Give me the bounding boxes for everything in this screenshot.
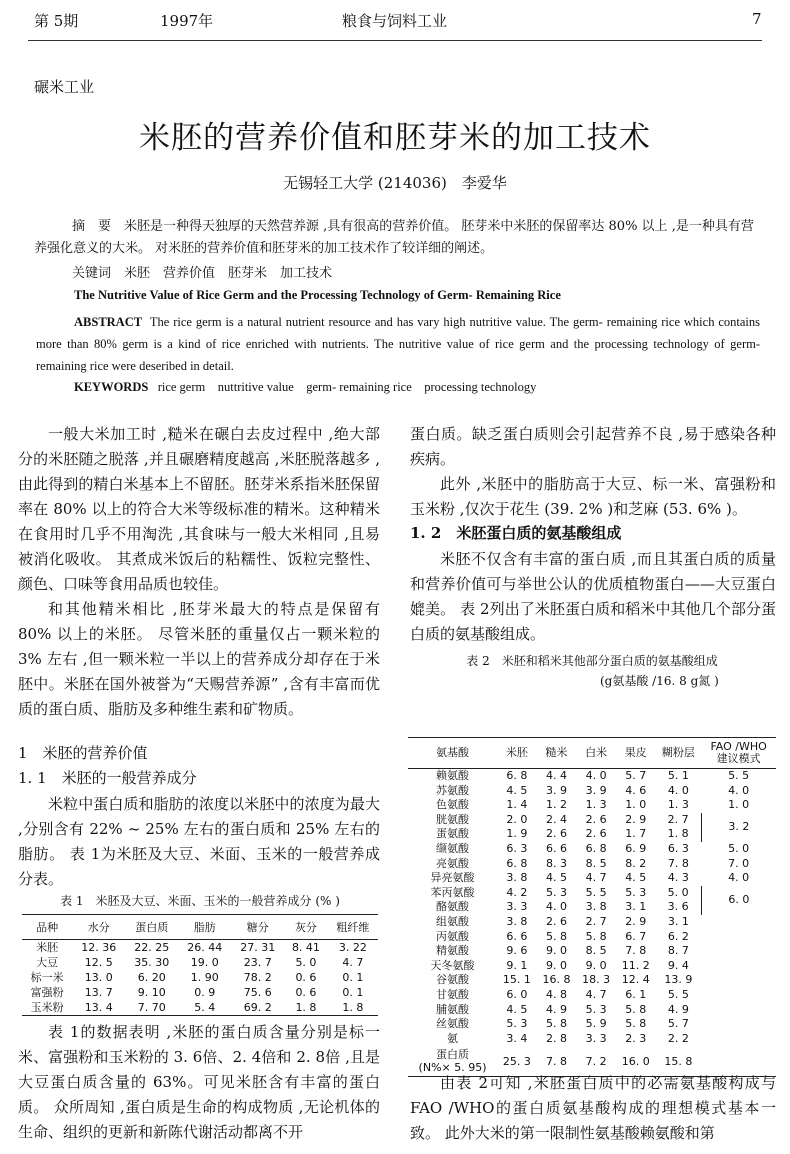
table2-cell: 8. 7 <box>667 944 689 958</box>
table1-cell: 富强粉 <box>30 986 64 999</box>
table2-row <box>408 842 776 857</box>
table2-cell: 苯丙氨酸 <box>430 885 475 899</box>
table2-header-cell: FAO /WHO 建议模式 <box>701 738 776 769</box>
table2-cell: 5. 8 <box>625 1017 647 1031</box>
table2-cell: 甘氨酸 <box>436 987 470 1001</box>
table2-cell: 3. 8 <box>506 871 528 885</box>
section-heading: 1 米胚的营养价值 <box>18 744 148 762</box>
section-tag: 碾米工业 <box>34 78 95 96</box>
table2-cell: 1. 0 <box>625 798 647 812</box>
paragraph: 此外 ,米胚中的脂肪高于大豆、标一米、富强粉和玉米粉 ,仅次于花生 (39. 2% )和芝麻 (53. 6% )。 <box>410 475 776 518</box>
table1-header-cell: 水分 <box>72 915 125 940</box>
table2-cell: 6. 0 <box>506 987 528 1001</box>
table2-cell: 天冬氨酸 <box>430 958 475 972</box>
table2-cell: 5. 5 <box>667 987 689 1001</box>
subsection-heading: 1. 1 米胚的一般营养成分 <box>18 769 197 787</box>
table2-cell: 6. 6 <box>545 841 567 855</box>
table2-row <box>408 871 776 886</box>
table2-cell: 2. 2 <box>667 1031 689 1045</box>
table1-cell: 大豆 <box>36 956 59 969</box>
table1-cell: 12. 5 <box>84 956 113 969</box>
table2-cell: 3. 1 <box>625 900 647 914</box>
table2-cell: 15. 8 <box>664 1054 693 1068</box>
table2-cell: 1. 7 <box>625 827 647 841</box>
table2-cell: 4. 5 <box>625 871 647 885</box>
left-column-intro <box>18 422 380 722</box>
table1-cell: 13. 7 <box>84 986 113 999</box>
table2-cell: 2. 7 <box>585 914 607 928</box>
table2-cell: 2. 9 <box>625 812 647 826</box>
table2-cell <box>701 1003 776 1018</box>
table1-cell: 0. 1 <box>342 986 364 999</box>
table2-cell: 12. 4 <box>621 973 650 987</box>
table2-cell: 8. 2 <box>625 856 647 870</box>
table2-row <box>408 1017 776 1032</box>
table2-row <box>408 1003 776 1018</box>
table2-cell: 4. 2 <box>506 885 528 899</box>
table2-cell: 胱氨酸 <box>436 812 470 826</box>
table1-cell: 米胚 <box>36 941 59 954</box>
table2-row <box>408 930 776 945</box>
right-column-top <box>410 422 776 522</box>
table2-cell: 4. 5 <box>545 871 567 885</box>
table2-row <box>408 915 776 930</box>
table2-cell: 7. 8 <box>545 1054 567 1068</box>
table2-cell: 4. 0 <box>545 900 567 914</box>
table2-cell: 2. 6 <box>545 914 567 928</box>
table2-cell: 5. 9 <box>585 1017 607 1031</box>
author-line: 无锡轻工大学 (214036) 李爱华 <box>283 174 507 192</box>
table1-cell: 35. 30 <box>134 956 170 969</box>
table2-cell: 6. 3 <box>667 841 689 855</box>
table2-cell: 6. 0 <box>701 886 776 915</box>
english-abstract <box>36 311 760 377</box>
table2-cell: 蛋白质 (N%× 5. 95) <box>418 1048 487 1075</box>
table1-cell: 0. 9 <box>194 986 216 999</box>
paragraph: 和其他精米相比 ,胚芽米最大的特点是保留有 80% 以上的米胚。 尽管米胚的重量仅占一颗米粒的 3% 左右 ,但一颗米粒一半以上的营养成分却存在于米胚中。米胚在国外被誉为“天赐营养源” ,含有丰富而优质的蛋白质、脂肪及多种维生素和矿物质。 <box>18 600 380 718</box>
table2-cell: 2. 6 <box>545 827 567 841</box>
table1-cell: 4. 7 <box>342 956 364 969</box>
table2-cell: 4. 9 <box>667 1002 689 1016</box>
table2-cell: 3. 3 <box>585 1031 607 1045</box>
table2-cell: 3. 6 <box>667 900 689 914</box>
table2-cell <box>701 1017 776 1032</box>
table2-cell: 6. 8 <box>585 841 607 855</box>
table2-cell: 4. 5 <box>506 783 528 797</box>
table2-cell: 7. 8 <box>667 856 689 870</box>
table2-row <box>408 784 776 799</box>
table2-cell: 6. 8 <box>506 769 528 782</box>
table2-cell: 4. 7 <box>585 987 607 1001</box>
table2-cell: 2. 4 <box>545 812 567 826</box>
table2-cell: 1. 8 <box>667 827 689 841</box>
english-abstract-label: ABSTRACT <box>74 315 143 329</box>
table1-cell: 78. 2 <box>243 971 272 984</box>
table2-cell: 7. 2 <box>585 1054 607 1068</box>
table2-cell: 6. 6 <box>506 929 528 943</box>
table2-cell <box>701 973 776 988</box>
table2-cell: 6. 2 <box>667 929 689 943</box>
table1-row <box>22 1000 378 1016</box>
right-column-body <box>410 547 776 647</box>
table2-cell: 谷氨酸 <box>436 973 470 987</box>
table2-row <box>408 886 776 901</box>
table2-cell: 脯氨酸 <box>436 1002 470 1016</box>
table2-cell: 2. 7 <box>667 812 689 826</box>
table2-cell: 3. 2 <box>701 813 776 842</box>
table2-cell: 8. 3 <box>545 856 567 870</box>
header-issue: 第 5期 <box>34 12 79 30</box>
table2-row <box>408 769 776 784</box>
table2-cell: 1. 0 <box>728 798 750 812</box>
table1-row <box>22 955 378 970</box>
table2-cell <box>701 1032 776 1047</box>
table2-cell: 5. 3 <box>585 1002 607 1016</box>
table2-cell: 6. 7 <box>625 929 647 943</box>
table1-cell: 0. 1 <box>342 971 364 984</box>
table2-cell: 5. 5 <box>728 769 750 782</box>
table1-header-cell: 灰分 <box>284 915 327 940</box>
table2-cell: 7. 8 <box>625 944 647 958</box>
table2-cell: 4. 8 <box>545 987 567 1001</box>
table2-cell: 15. 1 <box>502 973 531 987</box>
table2-cell: 3. 3 <box>506 900 528 914</box>
table1-cell: 6. 20 <box>137 971 166 984</box>
table2-cell: 2. 3 <box>625 1031 647 1045</box>
table2-cell: 9. 0 <box>545 944 567 958</box>
table2-cell: 组氨酸 <box>436 914 470 928</box>
table2-cell: 精氨酸 <box>436 944 470 958</box>
table2-cell: 1. 3 <box>585 798 607 812</box>
table2-row <box>408 813 776 828</box>
table1-cell: 0. 6 <box>295 986 317 999</box>
table2-cell: 5. 8 <box>545 929 567 943</box>
table2-cell: 4. 7 <box>585 871 607 885</box>
table2-cell: 6. 9 <box>625 841 647 855</box>
table2-cell: 5. 7 <box>667 1017 689 1031</box>
table2-cell: 2. 6 <box>585 812 607 826</box>
table2-cell: 18. 3 <box>582 973 611 987</box>
right-column-tail <box>410 1071 776 1146</box>
table2-cell: 25. 3 <box>502 1054 531 1068</box>
table2-cell <box>701 930 776 945</box>
table2-cell: 丙氨酸 <box>436 929 470 943</box>
table2-cell: 5. 8 <box>625 1002 647 1016</box>
table1-cell: 12. 36 <box>81 941 117 954</box>
table2-cell: 11. 2 <box>621 958 650 972</box>
table2-row <box>408 798 776 813</box>
table2-cell: 丝氨酸 <box>436 1017 470 1031</box>
table2-row <box>408 973 776 988</box>
table2-cell: 2. 0 <box>506 812 528 826</box>
table2-cell: 1. 4 <box>506 798 528 812</box>
table2-cell: 6. 1 <box>625 987 647 1001</box>
table1-cell: 75. 6 <box>243 986 272 999</box>
table2-cell: 蛋氨酸 <box>436 827 470 841</box>
table1-cell: 13. 0 <box>84 971 113 984</box>
table2-cell: 5. 8 <box>545 1017 567 1031</box>
paragraph: 米胚不仅含有丰富的蛋白质 ,而且其蛋白质的质量和营养价值可与举世公认的优质植物蛋白——大豆蛋白媲美。 表 2列出了米胚蛋白质和稻米中其他几个部分蛋白质的氨基酸组成。 <box>410 550 776 643</box>
table2-cell: 5. 3 <box>506 1017 528 1031</box>
table2-cell: 8. 5 <box>585 856 607 870</box>
table1-cell: 0. 6 <box>295 971 317 984</box>
table2-unit: (g氨基酸 /16. 8 g氮 ) <box>600 674 719 688</box>
table2-cell: 3. 8 <box>506 914 528 928</box>
paragraph: 米粒中蛋白质和脂肪的浓度以米胚中的浓度为最大 ,分别含有 22% ~ 25% 左右的蛋白质和 25% 左右的脂肪。 表 1为米胚及大豆、米面、玉米的一般营养成分表。 <box>18 795 380 888</box>
table2-cell: 赖氨酸 <box>436 769 470 782</box>
table2-cell: 8. 5 <box>585 944 607 958</box>
table2-cell: 2. 9 <box>625 914 647 928</box>
table1-header-cell: 脂肪 <box>178 915 231 940</box>
table2-cell: 5. 0 <box>728 841 750 855</box>
english-abstract-text: The rice germ is a natural nutrient resource and has vary high nutritive value. The germ- remaining rice which contains more than 80% germ is a kind of rice enriched with nutrients. The nutritive value of rice germ and the processing technology of germ- remaining rice were deseribed in detail. <box>36 315 761 373</box>
paragraph: 蛋白质。缺乏蛋白质则会引起营养不良 ,易于感染各种疾病。 <box>410 425 776 468</box>
table2-header-cell: 糊粉层 <box>656 738 702 769</box>
table2-cell: 亮氨酸 <box>436 856 470 870</box>
keywords-chinese: 关键词 米胚 营养价值 胚芽米 加工技术 <box>72 266 333 281</box>
table2-cell: 3. 8 <box>585 900 607 914</box>
table1-cell: 27. 31 <box>240 941 276 954</box>
table1-row <box>22 970 378 985</box>
table2-cell <box>701 915 776 930</box>
table2-cell: 4. 3 <box>667 871 689 885</box>
table1-cell: 7. 70 <box>137 1001 166 1014</box>
table2-cell: 9. 0 <box>545 958 567 972</box>
table2-cell: 4. 9 <box>545 1002 567 1016</box>
table2-cell: 2. 6 <box>585 827 607 841</box>
table2-row <box>408 988 776 1003</box>
paragraph: 表 1的数据表明 ,米胚的蛋白质含量分别是标一米、富强粉和玉米粉的 3. 6倍、2. 4倍和 2. 8倍 ,且是大豆蛋白质含量的 63%。可见米胚含有丰富的蛋白质。 众所周知 ,蛋白质是生命的构成物质 ,无论机体的生命、组织的更新和新陈代谢活动都离不开 <box>18 1023 380 1141</box>
table2-cell: 4. 5 <box>506 1002 528 1016</box>
table1-cell: 1. 8 <box>342 1001 364 1014</box>
table2-cell: 6. 3 <box>506 841 528 855</box>
table2-cell: 色氨酸 <box>436 798 470 812</box>
header-rule <box>28 40 762 41</box>
table2-cell <box>701 959 776 974</box>
table2-cell: 3. 9 <box>585 783 607 797</box>
table2-cell: 7. 0 <box>728 856 750 870</box>
table2-header-cell: 果皮 <box>616 738 656 769</box>
table2-caption: 表 2 米胚和稻米其他部分蛋白质的氨基酸组成 <box>466 654 718 668</box>
table1-cell: 23. 7 <box>243 956 272 969</box>
table1-cell: 1. 90 <box>190 971 219 984</box>
table1-caption: 表 1 米胚及大豆、米面、玉米的一般营养成分 (% ) <box>60 894 340 908</box>
table2-cell: 1. 3 <box>667 798 689 812</box>
table1-cell: 3. 22 <box>338 941 367 954</box>
table1-cell: 1. 8 <box>295 1001 317 1014</box>
table1-header-cell: 粗纤维 <box>328 915 378 940</box>
table2-cell: 3. 9 <box>545 783 567 797</box>
table2-cell: 4. 6 <box>625 783 647 797</box>
table1-header-cell: 糖分 <box>231 915 284 940</box>
table2-cell: 2. 8 <box>545 1031 567 1045</box>
table1-cell: 69. 2 <box>243 1001 272 1014</box>
table2-header-cell: 糙米 <box>537 738 577 769</box>
table2-cell <box>701 944 776 959</box>
table2-cell: 异亮氨酸 <box>430 871 475 885</box>
table2-cell: 9. 0 <box>585 958 607 972</box>
table1-cell: 13. 4 <box>84 1001 113 1014</box>
table2-cell: 9. 1 <box>506 958 528 972</box>
table2-cell: 5. 8 <box>585 929 607 943</box>
table2 <box>408 737 776 1077</box>
table2-row <box>408 857 776 872</box>
table1-cell: 5. 0 <box>295 956 317 969</box>
table2-header-cell: 白米 <box>576 738 616 769</box>
table2-cell: 4. 0 <box>728 783 750 797</box>
table2-cell: 16. 8 <box>542 973 571 987</box>
table2-cell: 5. 7 <box>625 769 647 782</box>
article-title: 米胚的营养价值和胚芽米的加工技术 <box>139 120 651 156</box>
table1-cell: 8. 41 <box>291 941 320 954</box>
table2-cell: 4. 0 <box>728 871 750 885</box>
table1 <box>22 914 378 1016</box>
table2-cell: 酪氨酸 <box>436 900 470 914</box>
table2-cell: 16. 0 <box>621 1054 650 1068</box>
table2-cell: 1. 2 <box>545 798 567 812</box>
table2-cell: 5. 3 <box>625 885 647 899</box>
table1-cell: 玉米粉 <box>30 1001 64 1014</box>
table2-cell: 5. 1 <box>667 769 689 782</box>
abstract-chinese: 摘 要 米胚是一种得天独厚的天然营养源 ,具有很高的营养价值。 胚芽米中米胚的保留率达 80% 以上 ,是一种具有营养强化意义的大米。 对米胚的营养价值和胚芽米的加工技术作了较详细的阐述。 <box>34 219 754 256</box>
table1-cell: 9. 10 <box>137 986 166 999</box>
table1-cell: 标一米 <box>30 971 64 984</box>
table2-cell: 5. 3 <box>545 885 567 899</box>
table2-cell: 5. 0 <box>667 885 689 899</box>
table1-row <box>22 985 378 1000</box>
left-column-body <box>18 792 380 892</box>
left-column-tail <box>18 1020 380 1145</box>
table2-header-cell: 氨基酸 <box>408 738 497 769</box>
table2-row <box>408 959 776 974</box>
table1-header-cell: 蛋白质 <box>125 915 178 940</box>
table2-cell: 缬氨酸 <box>436 841 470 855</box>
subsection-heading: 1. 2 米胚蛋白质的氨基酸组成 <box>410 524 622 542</box>
table2-cell: 1. 9 <box>506 827 528 841</box>
table2-cell: 3. 1 <box>667 914 689 928</box>
table2-cell: 6. 8 <box>506 856 528 870</box>
english-keywords-text: rice germ nuttritive value germ- remaining rice processing technology <box>157 380 537 394</box>
table1-cell: 26. 44 <box>187 941 223 954</box>
table2-cell: 4. 0 <box>585 769 607 782</box>
paragraph: 由表 2可知 ,米胚蛋白质中的必需氨基酸构成与 FAO /WHO的蛋白质氨基酸构成的理想模式基本一致。 此外大米的第一限制性氨基酸赖氨酸和第 <box>410 1074 776 1142</box>
table1-row <box>22 940 378 956</box>
table2-cell: 5. 5 <box>585 885 607 899</box>
header-journal: 粮食与饲料工业 <box>342 12 448 30</box>
english-title: The Nutritive Value of Rice Germ and the Processing Technology of Germ- Remaining Rice <box>74 288 561 302</box>
table2-cell: 4. 4 <box>545 769 567 782</box>
table2-row <box>408 1032 776 1047</box>
table2-cell: 3. 4 <box>506 1031 528 1045</box>
header-page-number: 7 <box>752 10 762 28</box>
table2-header-cell: 米胚 <box>497 738 537 769</box>
header-year: 1997年 <box>160 12 214 30</box>
paragraph: 一般大米加工时 ,糙米在碾白去皮过程中 ,绝大部分的米胚随之脱落 ,并且碾磨精度越高 ,米胚脱落越多 ,由此得到的精白米基本上不留胚。胚芽米系指米胚保留率在 80% 以上的符合大米等级标准的精米。这种精米在食用时几乎不用淘洗 ,其食味与一般大米相同 ,且易被消化吸收。 其煮成米饭后的粘糯性、饭粒完整性、颜色、口味等食用品质也较佳。 <box>18 425 380 593</box>
table1-header-cell: 品种 <box>22 915 72 940</box>
table1-cell: 19. 0 <box>190 956 219 969</box>
english-keywords <box>74 377 536 395</box>
table2-cell <box>701 988 776 1003</box>
table2-cell: 4. 0 <box>667 783 689 797</box>
table2-cell: 氨 <box>447 1031 459 1045</box>
table1-cell: 5. 4 <box>194 1001 216 1014</box>
table2-cell: 13. 9 <box>664 973 693 987</box>
table2-cell: 9. 4 <box>667 958 689 972</box>
english-keywords-label: KEYWORDS <box>74 380 149 394</box>
table2-cell: 苏氨酸 <box>436 783 470 797</box>
table1-cell: 22. 25 <box>134 941 170 954</box>
table2-cell: 9. 6 <box>506 944 528 958</box>
table2-row <box>408 944 776 959</box>
